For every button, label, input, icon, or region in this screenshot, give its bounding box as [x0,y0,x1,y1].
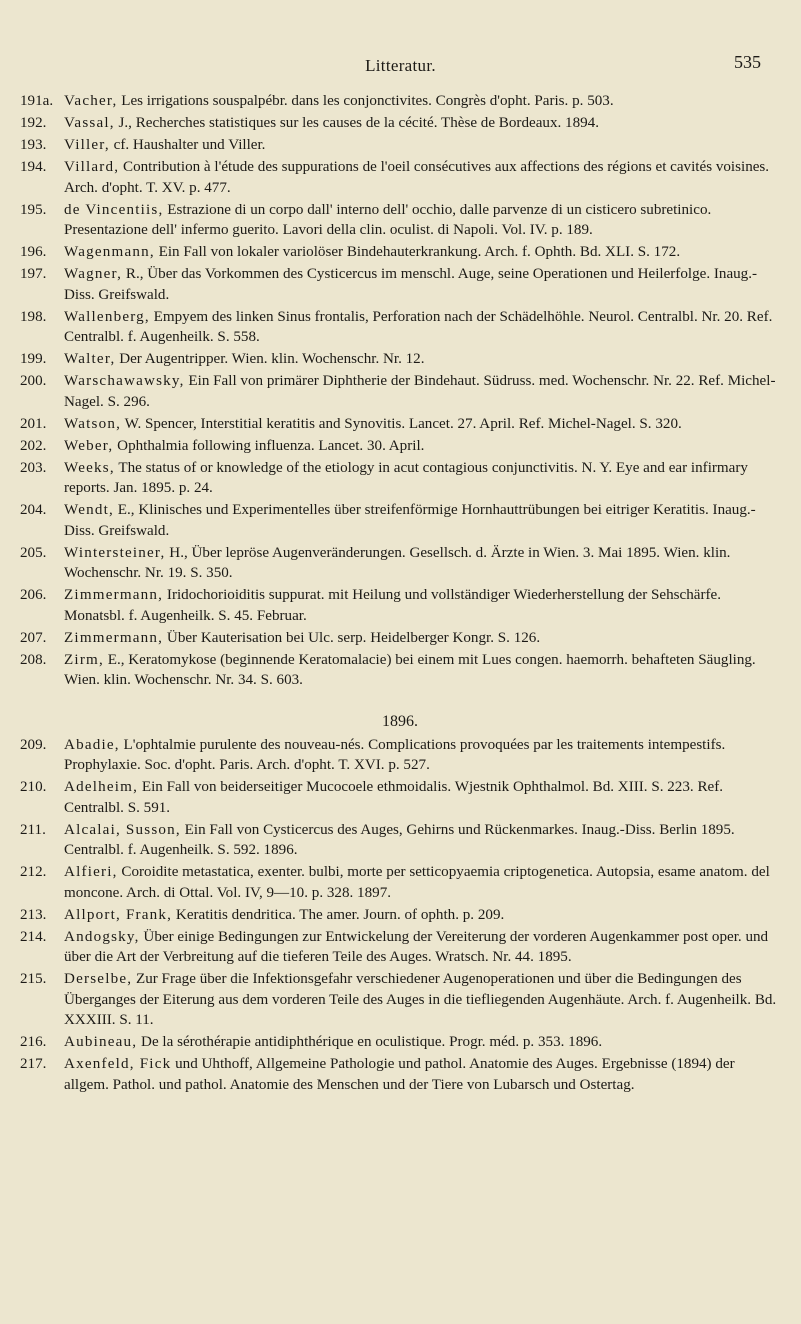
entry-author: Zimmermann, [64,629,164,646]
bibliography-entry [20,371,780,412]
entry-author: Alfieri, [64,864,118,880]
entry-number: 196. [20,244,47,260]
entry-text: Über Kauterisation bei Ulc. serp. Heidelberger Kongr. S. 126. [163,629,541,646]
entry-number: 193. [20,137,47,153]
bibliography-entry [20,1032,780,1053]
entry-author: Wagner, [64,266,123,282]
bibliography-entry [20,543,780,584]
bibliography-entry [20,820,780,861]
entry-number: 209. [20,736,47,753]
entry-number: 200. [20,373,47,389]
entry-text: Contribution à l'étude des suppurations de l'oeil consécutives aux affections des régions et cavités voisines. Arch. d'opht. T. XV. p. 477. [64,159,770,196]
entry-author: de Vincentiis, [64,201,164,218]
entry-author: Zirm, [64,651,104,668]
entry-number: 207. [20,629,47,646]
entry-text: W. Spencer, Interstitial keratitis and Synovitis. Lancet. 27. April. Ref. Michel-Nagel. S. 320. [121,415,682,432]
bibliography-entry [20,436,780,457]
entry-text: J., Recherches statistiques sur les causes de la cécité. Thèse de Bordeaux. 1894. [114,115,599,131]
entry-author: Vacher, [64,93,118,109]
entry-text: Der Augentripper. Wien. klin. Wochenschr. Nr. 12. [115,351,425,367]
bibliography-entry [20,242,780,263]
entry-text: Ein Fall von Cysticercus des Auges, Gehirns und Rückenmarkes. Inaug.-Diss. Berlin 1895. Centralbl. f. Augenheilk. S. 592. 1896. [64,821,735,858]
entry-number: 201. [20,415,47,432]
bibliography-entry [20,349,780,370]
entry-author: Abadie, [64,736,120,753]
entry-author: Wendt, [64,502,114,518]
entry-author: Axenfeld, Fick [64,1056,172,1072]
entry-number: 204. [20,502,47,518]
entry-text: Les irrigations souspalpébr. dans les conjonctivites. Congrès d'opht. Paris. p. 503. [117,93,614,109]
entry-number: 214. [20,928,47,945]
entry-number: 198. [20,308,47,325]
entry-number: 206. [20,587,47,603]
entry-author: Weber, [64,437,114,454]
entry-author: Weeks, [64,459,115,476]
page-header [0,52,801,80]
entry-text: Ophthalmia following influenza. Lancet. 30. April. [113,437,425,454]
bibliography-entry [20,458,780,499]
entry-text: E., Klinisches und Experimentelles über streifenförmige Hornhauttrübungen bei eitriger Keratitis. Inaug.-Diss. Greifswald. [64,502,756,539]
entry-text: Ein Fall von primärer Diphtherie der Bindehaut. Südruss. med. Wochenschr. Nr. 22. Ref. Michel-Nagel. S. 296. [64,373,776,410]
entry-author: Aubineau, [64,1034,138,1050]
entry-number: 208. [20,651,47,668]
entry-text: Estrazione di un corpo dall' interno dell' occhio, dalle parvenze di un cisticero subretinico. Presentazione dell' infermo guerito. Lavori della clin. oculist. di Napoli. Vol. IV. p. 189. [64,201,712,238]
entry-text: Empyem des linken Sinus frontalis, Perforation nach der Schädelhöhle. Neurol. Centralbl. Nr. 20. Ref. Centralbl. f. Augenheilk. S. 558. [64,308,773,345]
entry-text: The status of or knowledge of the etiology in acut contagious conjunctivitis. N. Y. Eye and ear infirmary reports. Jan. 1895. p. 24. [64,459,748,496]
bibliography-list [20,91,780,1097]
entry-text: E., Keratomykose (beginnende Keratomalacie) bei einem mit Lues congen. haemorrh. behafteten Säugling. Wien. klin. Wochenschr. Nr. 34. S. 603. [64,651,756,688]
entry-author: Watson, [64,415,122,432]
entry-author: Andogsky, [64,928,140,945]
entry-number: 213. [20,906,47,923]
entry-number: 211. [20,821,46,838]
entry-number: 197. [20,266,47,282]
entry-text: Ein Fall von beiderseitiger Mucocoele ethmoidalis. Wjestnik Ophthalmol. Bd. XIII. S. 223. Ref. Centralbl. S. 591. [64,779,724,816]
entry-number: 205. [20,544,47,561]
bibliography-entry [20,264,780,305]
bibliography-entry [20,414,780,435]
entry-author: Derselbe, [64,971,133,987]
year-heading: 1896. [382,712,418,730]
entry-author: Wintersteiner, [64,544,166,561]
bibliography-entry [20,969,780,1031]
entry-number: 199. [20,351,47,367]
bibliography-entry [20,1054,780,1095]
entry-text: Ein Fall von lokaler variolöser Bindehauterkrankung. Arch. f. Ophth. Bd. XLI. S. 172. [154,244,681,260]
bibliography-entry [20,628,780,649]
entry-text: Zur Frage über die Infektionsgefahr verschiedener Augenoperationen und über die Bedingungen des Überganges der Eiterung aus dem vorderen Teile des Auges in die tiefliegenden Augenhäute. Arch. f. Augenheilk. Bd. XXXIII. S. 11. [64,971,777,1028]
bibliography-entry [20,650,780,691]
entry-author: Warschawawsky, [64,373,185,389]
entry-text: Iridochorioiditis suppurat. mit Heilung und vollständiger Wiederherstellung der Sehschärfe. Monatsbl. f. Augenheilk. S. 45. Februar. [64,587,722,624]
entry-text: L'ophtalmie purulente des nouveau-nés. Complications provoquées par les traitements intempestifs. Prophylaxie. Soc. d'opht. Paris. Arch. d'opht. T. XVI. p. 527. [64,736,726,773]
entry-number: 195. [20,201,47,218]
entry-author: Allport, Frank, [64,906,173,923]
entry-author: Viller, [64,137,110,153]
running-title: Litteratur. [365,56,436,75]
entry-number: 192. [20,115,47,131]
entry-text: Coroidite metastatica, exenter. bulbi, morte per setticopyaemia criptogenetica. Autopsia, esame anatom. del moncone. Arch. di Ottal. Vol. IV, 9—10. p. 328. 1897. [64,864,770,901]
entry-author: Wagenmann, [64,244,155,260]
entry-number: 191a. [20,93,54,109]
entry-text: Über einige Bedingungen zur Entwickelung der Vereiterung der vorderen Augenkammer post oper. und über die Art der Verbreitung auf die tieferen Teile des Auges. Wratsch. Nr. 44. 1895. [64,928,769,965]
entry-text: H., Über lepröse Augenveränderungen. Gesellsch. d. Ärzte in Wien. 3. Mai 1895. Wien. klin. Wochenschr. Nr. 19. S. 350. [64,544,731,581]
bibliography-entry [20,585,780,626]
bibliography-entry [20,905,780,926]
bibliography-entry [20,735,780,776]
entry-number: 202. [20,437,47,454]
entry-number: 216. [20,1034,47,1050]
bibliography-entry [20,135,780,156]
entry-number: 210. [20,779,47,795]
page-number: 535 [734,52,761,72]
entry-author: Walter, [64,351,116,367]
entry-author: Wallenberg, [64,308,150,325]
entry-author: Zimmermann, [64,587,164,603]
entry-author: Vassal, [64,115,115,131]
entry-number: 194. [20,159,47,175]
entry-author: Alcalai, Susson, [64,821,181,838]
bibliography-entry [20,862,780,903]
entry-author: Adelheim, [64,779,139,795]
entry-number: 217. [20,1056,47,1072]
entry-number: 212. [20,864,47,880]
bibliography-entry [20,157,780,198]
entry-number: 203. [20,459,47,476]
entry-text: R., Über das Vorkommen des Cysticercus im menschl. Auge, seine Operationen und Heilerfolge. Inaug.-Diss. Greifswald. [64,266,758,303]
bibliography-entry [20,307,780,348]
bibliography-entry [20,777,780,818]
bibliography-entry [20,927,780,968]
entry-author: Villard, [64,159,120,175]
entry-text: De la sérothérapie antidiphthérique en oculistique. Progr. méd. p. 353. 1896. [137,1034,603,1050]
entry-text: und Uhthoff, Allgemeine Pathologie und pathol. Anatomie des Auges. Ergebnisse (1894) der allgem. Pathol. und pathol. Anatomie des Menschen und der Tiere von Lubarsch und Ostertag. [64,1056,735,1093]
bibliography-entry [20,91,780,112]
bibliography-entry [20,113,780,134]
bibliography-entry [20,200,780,241]
entry-text: cf. Haushalter und Viller. [109,137,266,153]
entry-text: Keratitis dendritica. The amer. Journ. of ophth. p. 209. [172,906,505,923]
entry-number: 215. [20,971,47,987]
bibliography-entry [20,500,780,541]
